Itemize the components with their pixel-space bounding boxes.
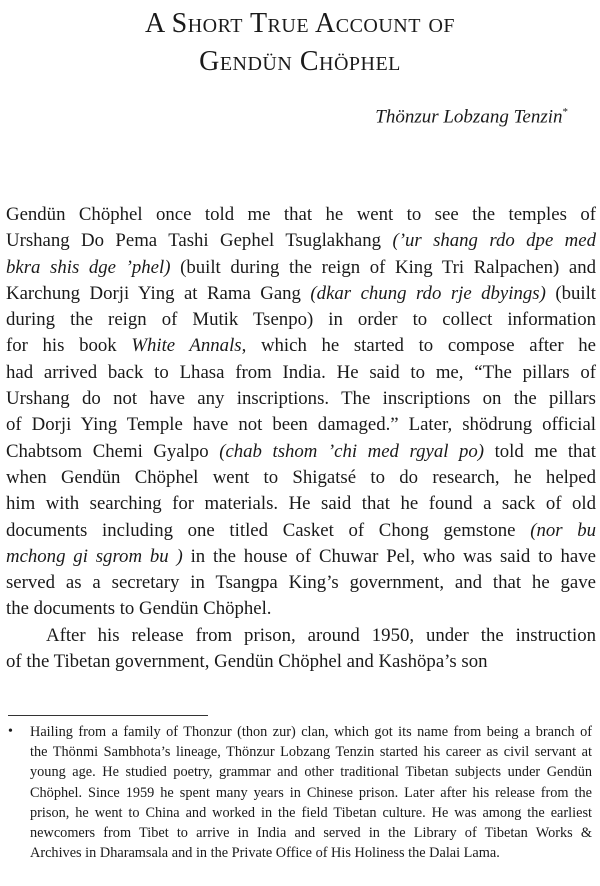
text-segment: Urshang do not have any inscriptions. The inscriptions on the pillars [6, 388, 596, 410]
body-line [6, 281, 596, 307]
footnote-text [8, 722, 592, 863]
body-line [6, 596, 596, 622]
text-segment: Urshang Do Pema Tashi Gephel Tsuglakhang [6, 230, 393, 252]
text-segment: Karchung Dorji Ying at Rama Gang [6, 282, 311, 304]
text-segment: told me that [484, 440, 596, 462]
italic-segment: bkra shis dge ’phel) [6, 256, 171, 278]
body-line [6, 412, 596, 438]
text-segment: the documents to Gendün Chöphel. [6, 598, 272, 620]
italic-segment: (chab tshom ’chi med rgyal po) [219, 440, 485, 462]
footnote-line: young age. He studied poetry, grammar and other traditional Tibetan subjects under Gendün [30, 764, 592, 781]
body-text [6, 202, 596, 675]
text-segment: during the reign of Mutik Tsenpo) in order to collect information [6, 309, 596, 331]
footnote-line: Hailing from a family of Thonzur (thon zur) clan, which got its name from being a branch of [30, 724, 592, 740]
text-segment: served as a secretary in Tsangpa King’s government, and that he gave [6, 572, 596, 594]
body-line [6, 202, 596, 228]
footnote-rule [8, 715, 208, 716]
text-segment: (built during the reign of King Tri Ralpachen) and [170, 256, 596, 278]
footnote-line: Chöphel. Since 1959 he spent many years in Chinese prison. Later after his release from the [30, 784, 592, 801]
text-segment: (built [545, 282, 597, 304]
italic-segment: (nor bu [530, 519, 596, 541]
footnote [8, 722, 592, 863]
body-line [6, 386, 596, 412]
text-segment: After his release from prison, around 1950, under the instruction [46, 624, 596, 646]
chapter-title-line-2: Gendün Chöphel [199, 46, 401, 77]
italic-segment: mchong gi sgrom bu ) [6, 545, 183, 567]
body-line [6, 307, 596, 333]
text-segment: in the house of Chuwar Pel, who was said to have [182, 545, 596, 567]
footnote-line: Archives in Dharamsala and in the Private Office of His Holiness the Dalai Lama. [30, 845, 500, 862]
text-segment: , which he started to compose after he [241, 335, 596, 357]
author-footnote-mark: * [562, 106, 568, 118]
body-line [6, 255, 596, 281]
text-segment: of the Tibetan government, Gendün Chöphel and Kashöpa’s son [6, 651, 488, 673]
chapter-title-line-1: A Short True Account of [144, 8, 456, 39]
italic-segment: (dkar chung rdo rje dbyings) [310, 282, 546, 304]
text-segment: of Dorji Ying Temple have not been damaged.” Later, shödrung official [6, 414, 596, 436]
italic-segment: White Annals [131, 335, 242, 357]
body-line [6, 518, 596, 544]
italic-segment: (’ur shang rdo dpe med [392, 230, 596, 252]
body-line [6, 360, 596, 386]
footnote-marker: • [8, 724, 13, 739]
text-segment: for his book [6, 335, 132, 357]
text-segment: documents including one titled Casket of Chong gemstone [6, 519, 531, 541]
text-segment: Gendün Chöphel once told me that he went to see the temples of [6, 204, 596, 225]
text-segment: Chabtsom Chemi Gyalpo [6, 440, 220, 462]
body-line [6, 333, 596, 359]
footnote-line: prison, he went to China and worked in the field Tibetan culture. He was among the earliest [30, 804, 592, 821]
text-segment: when Gendün Chöphel went to Shigatsé to do research, he helped [6, 466, 596, 488]
body-line [6, 491, 596, 517]
body-line [6, 649, 596, 675]
author-name: Thönzur Lobzang Tenzin [375, 106, 563, 128]
body-line [6, 623, 596, 649]
text-segment: had arrived back to Lhasa from India. He said to me, “The pillars of [6, 361, 596, 383]
text-segment: him with searching for materials. He said that he found a sack of old [6, 493, 596, 515]
body-line [6, 544, 596, 570]
author-byline [375, 106, 568, 128]
footnote-line: newcomers from Tibet to arrive in India and served in the Library of Tibetan Works & [30, 824, 592, 841]
body-line [6, 228, 596, 254]
body-line [6, 465, 596, 491]
body-line [6, 439, 596, 465]
body-line [6, 570, 596, 596]
footnote-line: the Thönmi Sambhota’s lineage, Thönzur Lobzang Tenzin started his career as civil servant at [30, 744, 592, 761]
